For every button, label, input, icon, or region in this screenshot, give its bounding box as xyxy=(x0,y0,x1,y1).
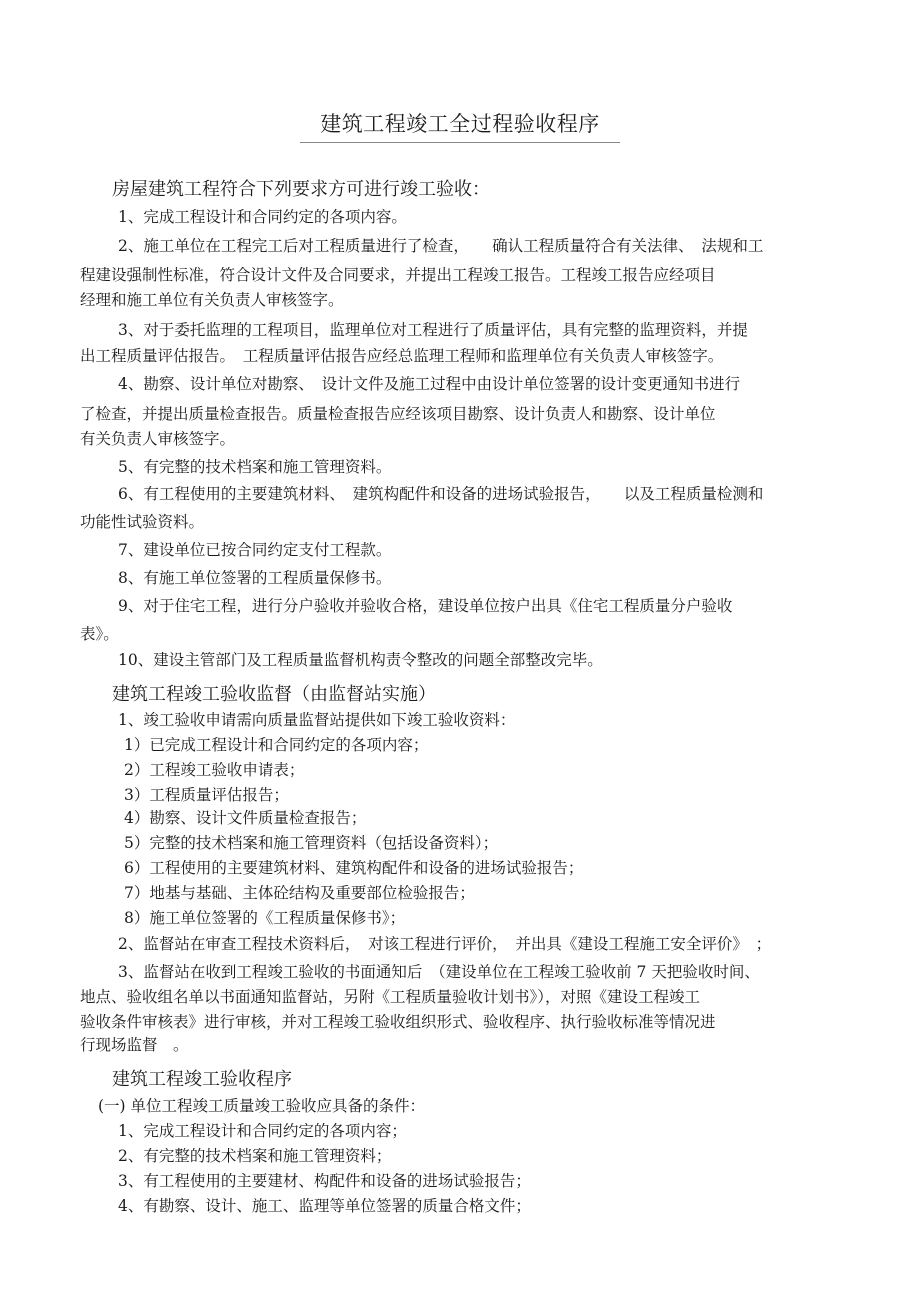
section1-line-17: 10、建设主管部门及工程质量监督机构责令整改的问题全部整改完毕。 xyxy=(118,651,603,669)
section2-line-1: 1、竣工验收申请需向质量监督站提供如下竣工验收资料： xyxy=(118,711,516,729)
section2-line-5: 4）勘察、设计文件质量检查报告； xyxy=(124,809,367,827)
section1-line-4: 经理和施工单位有关负责人审核签字。 xyxy=(80,291,344,309)
section2-line-14: 行现场监督 。 xyxy=(80,1036,189,1054)
section1-line-15: 9、对于住宅工程，进行分户验收并验收合格，建设单位按户出具《住宅工程质量分户验收 xyxy=(118,597,733,615)
section1-line-3: 程建设强制性标准，符合设计文件及合同要求，并提出工程竣工报告。工程竣工报告应经项目 xyxy=(80,266,716,284)
section2-line-10: 2、监督站在审查工程技术资料后， 对该工程进行评价， 并出具《建设工程施工安全评价》 ； xyxy=(118,935,772,953)
section1-line-13: 7、建设单位已按合同约定支付工程款。 xyxy=(118,541,392,559)
section1-line-9: 有关负责人审核签字。 xyxy=(80,430,236,448)
section1-line-8: 了检查，并提出质量检查报告。质量检查报告应经该项目勘察、设计负责人和勘察、设计单位 xyxy=(80,405,716,423)
section1-line-14: 8、有施工单位签署的工程质量保修书。 xyxy=(118,569,392,587)
section1-line-5: 3、对于委托监理的工程项目，监理单位对工程进行了质量评估，具有完整的监理资料，并提 xyxy=(118,321,748,339)
section1-line-7: 4、勘察、设计单位对勘察、 设计文件及施工过程中由设计单位签署的设计变更通知书进行 xyxy=(118,375,741,393)
section3-line-3: 2、有完整的技术档案和施工管理资料； xyxy=(118,1147,392,1165)
section2-line-9: 8）施工单位签署的《工程质量保修书》； xyxy=(124,909,406,927)
section1-line-6: 出工程质量评估报告。 工程质量评估报告应经总监理工程师和监理单位有关负责人审核签字。 xyxy=(80,347,724,365)
section1-line-2: 2、施工单位在工程完工后对工程质量进行了检查， 确认工程质量符合有关法律、 法规和工 xyxy=(118,237,764,255)
section2-line-7: 6）工程使用的主要建筑材料、建筑构配件和设备的进场试验报告； xyxy=(124,859,584,877)
section2-line-2: 1）已完成工程设计和合同约定的各项内容； xyxy=(124,736,429,754)
section2-line-8: 7）地基与基础、主体砼结构及重要部位检验报告； xyxy=(124,884,475,902)
section1-line-1: 1、完成工程设计和合同约定的各项内容。 xyxy=(118,208,407,226)
section2-line-3: 2）工程竣工验收申请表； xyxy=(124,761,305,779)
section1-line-11: 6、有工程使用的主要建筑材料、 建筑构配件和设备的进场试验报告， 以及工程质量检测和 xyxy=(118,485,764,503)
section2-line-6: 5）完整的技术档案和施工管理资料（包括设备资料）； xyxy=(124,834,499,852)
section1-line-10: 5、有完整的技术档案和施工管理资料。 xyxy=(118,458,392,476)
section1-line-16: 表》。 xyxy=(80,625,119,643)
section3-heading: 建筑工程竣工验收程序 xyxy=(112,1069,292,1090)
document-title: 建筑工程竣工全过程验收程序 xyxy=(300,108,620,143)
section1-heading: 房屋建筑工程符合下列要求方可进行竣工验收： xyxy=(112,179,490,200)
section2-line-12: 地点、验收组名单以书面通知监督站，另附《工程质量验收计划书》），对照《建设工程竣工 xyxy=(80,988,701,1006)
section2-line-11: 3、监督站在收到工程竣工验收的书面通知后 （建设单位在工程竣工验收前 7 天把验收时间、 xyxy=(118,963,760,981)
section3-line-1: (一) 单位工程竣工质量竣工验收应具备的条件： xyxy=(98,1097,426,1115)
section2-heading: 建筑工程竣工验收监督（由监督站实施） xyxy=(112,684,436,705)
section3-line-5: 4、有勘察、设计、施工、监理等单位签署的质量合格文件； xyxy=(118,1197,531,1215)
section3-line-4: 3、有工程使用的主要建材、构配件和设备的进场试验报告； xyxy=(118,1172,531,1190)
section2-line-13: 验收条件审核表》进行审核，并对工程竣工验收组织形式、验收程序、执行验收标准等情况进 xyxy=(80,1013,716,1031)
section2-line-4: 3）工程质量评估报告； xyxy=(124,786,289,804)
section1-line-12: 功能性试验资料。 xyxy=(80,513,205,531)
section3-line-2: 1、完成工程设计和合同约定的各项内容； xyxy=(118,1122,407,1140)
